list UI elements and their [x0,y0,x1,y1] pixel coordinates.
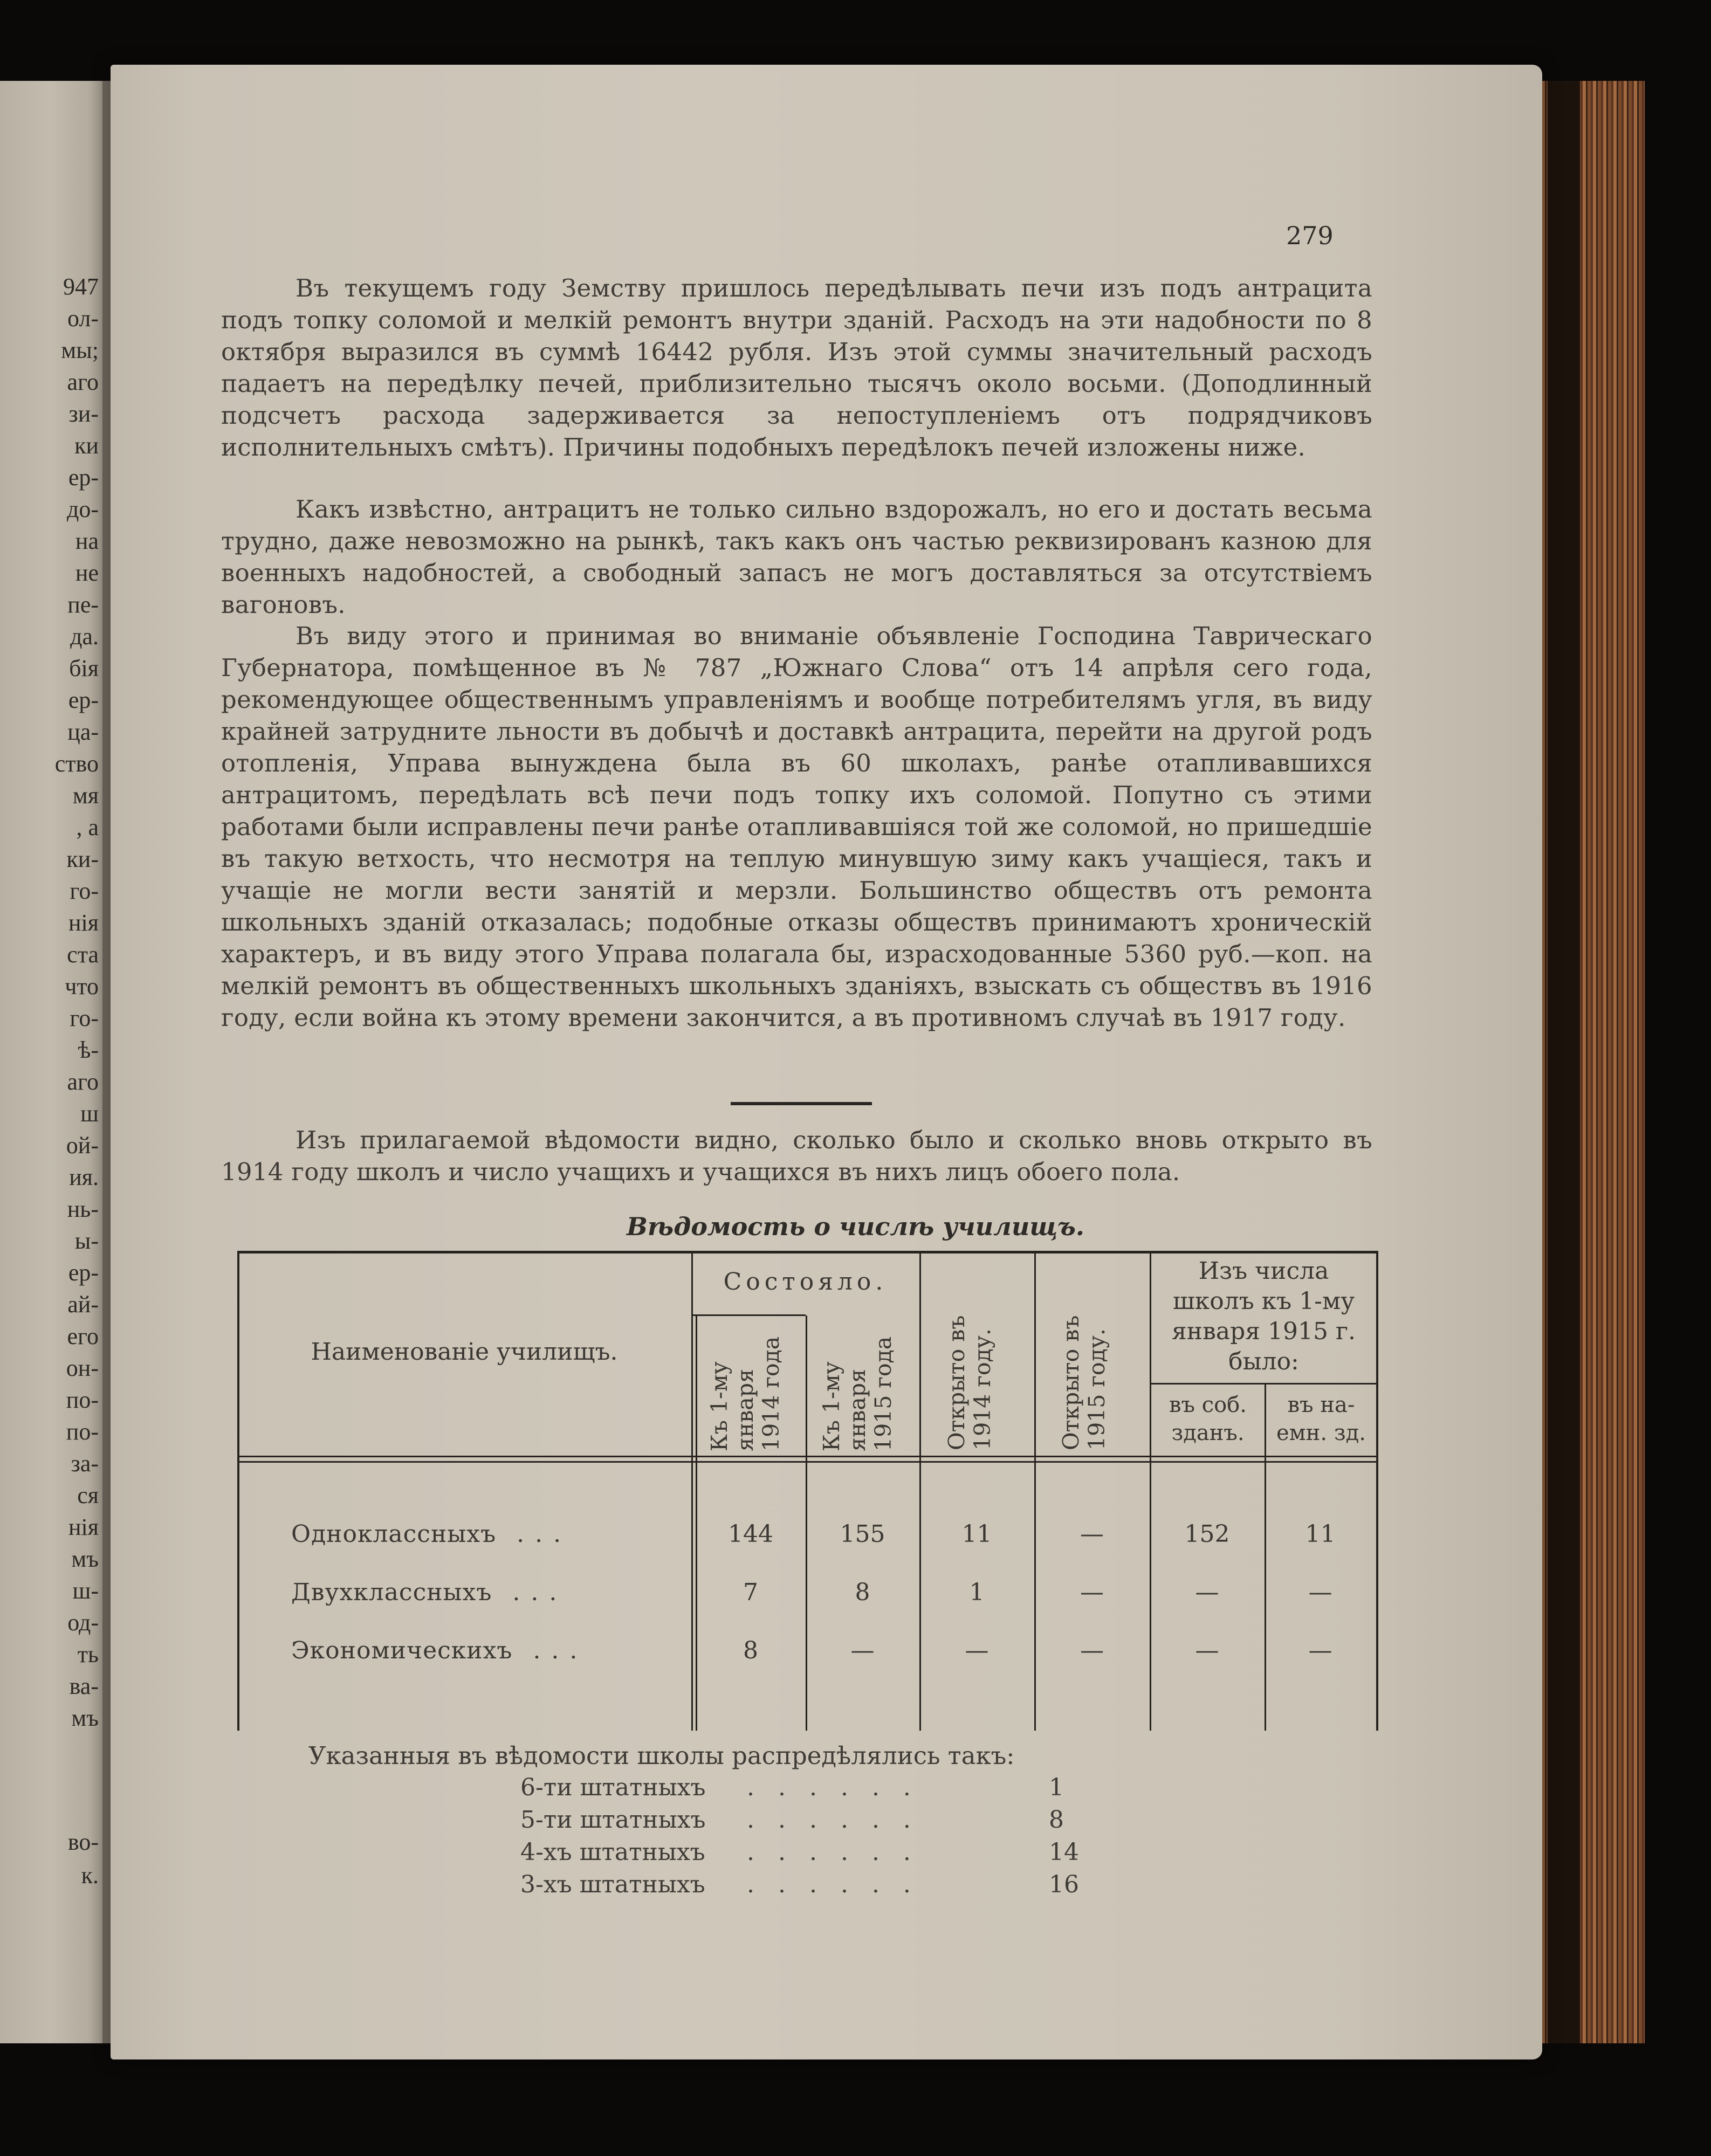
header-of-number: Изъ числа школъ къ 1-му января 1915 г. было: [1172,1257,1356,1375]
left-page-fragment: ся [77,1482,99,1508]
left-page-fragment: не [75,560,99,586]
left-page-fragment: ер- [68,464,99,491]
distribution-count: 16 [1049,1871,1079,1898]
left-page-fragment: аго [67,369,99,395]
distribution-count: 8 [1049,1806,1064,1834]
paragraph-3: Въ виду этого и принимая во вниманіе объявленіе Господина Таврическаго Губернатора, помѣщенное въ № 787 „Южнаго Слова“ отъ 14 апрѣля сего года, рекомендующее общественнымъ управленіямъ и вообще потребителямъ угля, въ виду крайней затрудните льности въ добычѣ и доставкѣ антрацита, перейти на другой родъ отопленія, Управа вынуждена была въ 60 школахъ, ранѣе отапливавшихся антрацитомъ, передѣлать всѣ печи подъ топку ихъ соломой. Попутно съ этими работами были исправлены печи ранѣе отапливавшіяся той же соломой, но пришедшіе въ такую ветхость, что несмотря на теплую минувшую зиму какъ учащіеся, такъ и учащіе не могли вести занятій и мерзли. Большинство обществъ отъ ремонта школьныхъ зданій отказалась; подобные отказы обществъ принимаютъ хроническій характеръ, и въ виду этого Управа полагала бы, израсходованные 5360 руб.—коп. на мелкій ремонтъ въ общественныхъ школьныхъ зданіяхъ, взыскать съ обществъ въ 1916 году, если война къ этому времени закончится, а въ противномъ случаѣ въ 1917 году. [221,622,1372,1032]
left-page-fragment: мя [72,782,99,809]
schools-table [237,1251,1378,1731]
table-cell-open1914: — [965,1637,989,1664]
distribution-label: 5-ти штатныхъ [520,1806,706,1834]
table-cell-own: — [1195,1637,1219,1664]
left-page-fragment: на [75,528,99,554]
row-label: Одноклассныхъ [291,1520,497,1548]
left-page-fragment: ш [80,1100,99,1127]
left-page-fragment: за- [71,1450,99,1477]
table-cell-v1915: 8 [855,1579,870,1606]
left-page-fragment: мы; [61,337,99,363]
table-title: Вѣдомость о числѣ училищъ. [627,1212,1084,1241]
table-cell-open1915: — [1080,1579,1104,1606]
left-page-fragment: 947 [63,273,99,300]
distribution-leader-dots: ...... [747,1871,934,1898]
left-page-fragment: го- [70,878,99,904]
row-leader-dots: ... [533,1637,588,1664]
distribution-count: 1 [1049,1774,1064,1801]
table-cell-v1914: 7 [743,1579,758,1606]
distribution-intro: Указанныя въ вѣдомости школы распредѣлялись такъ: [308,1741,1015,1770]
left-page-fragment: мъ [71,1546,99,1572]
row-leader-dots: ... [517,1520,572,1548]
row-leader-dots: ... [512,1579,568,1606]
left-page-fragment: пе- [67,591,99,618]
table-cell-own: — [1195,1579,1219,1606]
row-label: Двухклассныхъ [291,1579,492,1606]
table-cell-rented: — [1308,1579,1332,1606]
left-page-fragment: зи- [68,401,99,427]
left-page-fragment: ки [74,432,99,459]
table-cell-open1915: — [1080,1520,1104,1548]
distribution-label: 4-хъ штатныхъ [520,1838,705,1866]
left-page-fragment: ай- [67,1291,99,1318]
header-rented-building: въ на- емн. зд. [1276,1393,1366,1445]
left-page-fragment: что [65,973,99,1000]
left-page-fragment: ер- [68,687,99,713]
table-cell-v1914: 144 [728,1520,773,1548]
header-opened-1914: Открыто въ 1914 году. [944,1315,995,1450]
left-page-edge [0,81,111,2043]
left-page-fragment: к. [81,1862,99,1889]
left-page-fragment: ва- [69,1673,99,1699]
left-page-fragment: ѣ- [78,1037,99,1063]
table-cell-v1915: 155 [840,1520,885,1548]
section-divider [731,1102,872,1105]
left-page-fragment: ста [67,941,99,968]
distribution-leader-dots: ...... [747,1774,934,1801]
header-col-1914: Къ 1-му января 1914 года [706,1336,784,1451]
header-state: Состояло. [723,1268,888,1296]
distribution-leader-dots: ...... [747,1838,934,1866]
left-page-fragment: го- [70,1005,99,1031]
header-own-building: въ соб. зданъ. [1169,1393,1247,1445]
table-cell-rented: — [1308,1637,1332,1664]
left-page-fragment: ол- [67,305,99,332]
left-page-fragment: ой- [66,1132,99,1159]
left-page-fragment: нія [68,910,99,936]
left-page-fragment: по- [66,1387,99,1413]
table-cell-open1914: 1 [969,1579,985,1606]
header-col-1915: Къ 1-му января 1915 года [819,1336,896,1451]
table-cell-v1915: — [850,1637,875,1664]
paragraph-1: Въ текущемъ году Земству пришлось передѣлывать печи изъ подъ антрацита подъ топку соломой и мелкій ремонтъ внутри зданій. Расходъ на эти надобности по 8 октября выразился въ суммѣ 16442 рубля. Изъ этой суммы значительный расходъ падаетъ на передѣлку печей, приблизительно тысячъ около восьми. (Доподлинный подсчетъ расхода задерживается за непоступленіемъ отъ подрядчиковъ исполнительныхъ смѣтъ). Причины подобныхъ передѣлокъ печей изложены ниже. [221,274,1372,461]
paragraph-4: Изъ прилагаемой вѣдомости видно, сколько было и сколько вновь открыто въ 1914 году школъ и число учащихъ и учащихся въ нихъ лицъ обоего пола. [221,1126,1372,1186]
left-page-fragment: аго [67,1069,99,1095]
table-cell-open1915: — [1080,1637,1104,1664]
row-label: Экономическихъ [291,1637,513,1664]
left-page-fragment: мъ [71,1705,99,1731]
left-page-fragment: он- [66,1355,99,1381]
left-page-fragment: , а [76,814,99,841]
left-page-fragment: во- [67,1829,99,1855]
table-cell-own: 152 [1184,1520,1230,1548]
book-spine-edge [1526,81,1645,2043]
left-page-fragment: од- [67,1609,99,1636]
distribution-label: 3-хъ штатныхъ [520,1871,705,1898]
table-cell-open1914: 11 [961,1520,992,1548]
left-page-fragment: ть [77,1641,99,1668]
distribution-count: 14 [1049,1838,1079,1866]
distribution-leader-dots: ...... [747,1806,934,1834]
left-page-fragment: ца- [67,719,99,745]
left-page-fragment: да. [70,623,99,650]
left-page-fragment: ство [54,750,99,777]
left-page-fragment: по- [66,1418,99,1445]
left-page-fragment: до- [66,496,99,522]
table-row-name [291,1579,567,1606]
header-opened-1915: Открыто въ 1915 году. [1058,1315,1110,1450]
left-page-fragment: нь- [67,1196,99,1222]
table-row-name [291,1637,588,1664]
paragraph-2: Какъ извѣстно, антрацитъ не только сильно вздорожалъ, но его и достать весьма трудно, даже невозможно на рынкѣ, такъ какъ онъ частью реквизированъ казною для военныхъ надобностей, а свободный запасъ не могъ доставляться за отсутствіемъ вагоновъ. [221,495,1372,619]
left-page-fragment: ш- [72,1578,99,1604]
distribution-label: 6-ти штатныхъ [520,1774,706,1801]
left-page-fragment: бія [69,655,99,681]
book-edge-shadow [1548,81,1580,2043]
table-cell-rented: 11 [1305,1520,1336,1548]
left-page-fragment: ер- [68,1259,99,1286]
table-cell-v1914: 8 [743,1637,758,1664]
table-row-name [291,1520,572,1548]
header-school-name: Наименованіе училищъ. [311,1338,618,1366]
left-page-fragment: ки- [66,846,99,872]
left-page-fragment: ы- [74,1228,99,1254]
page-number: 279 [1286,221,1334,250]
left-page-fragment: его [67,1323,99,1349]
left-page-fragment: ия. [69,1164,99,1190]
left-page-fragment: нія [68,1514,99,1540]
